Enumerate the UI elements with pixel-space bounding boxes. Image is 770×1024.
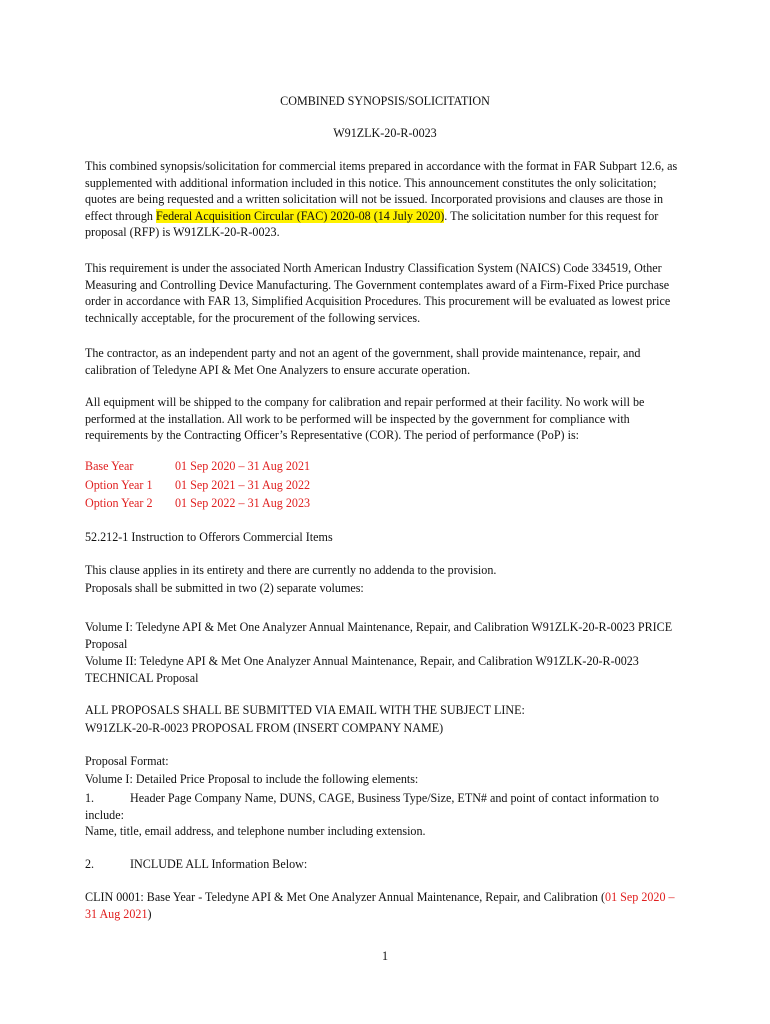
naics-paragraph: This requirement is under the associated North American Industry Classification System (NAICS) Code 334519, Other Measuring and Controlling Device Manufacturing. The Government contemplates award of a Firm-Fixed Price purchase order in accordance with FAR 13, Simplified Acquisition Procedures. This procurement will be evaluated as lowest price technically acceptable, for the procurement of the following services. (85, 261, 671, 325)
volume-1-line: Volume I: Teledyne API & Met One Analyzer Annual Maintenance, Repair, and Calibration W91ZLK-20-R-0023 PRICE Proposal (85, 620, 673, 651)
document-title: COMBINED SYNOPSIS/SOLICITATION (280, 94, 490, 108)
intro-text-end: . The solicitation number for this request for proposal (RFP) is W91ZLK-20-R-0023. (85, 208, 659, 239)
solicitation-number: W91ZLK-20-R-0023 (333, 126, 437, 140)
clause-title: 52.212-1 Instruction to Offerors Commercial Items (85, 530, 333, 544)
format-item-1 (85, 790, 685, 823)
period-row (85, 476, 685, 495)
proposal-format-title: Proposal Format: (85, 754, 169, 768)
item-text: Header Page Company Name, DUNS, CAGE, Business Type/Size, ETN# and point of contact information to include: (85, 791, 659, 822)
period-row (85, 494, 685, 513)
intro-paragraph (85, 158, 685, 241)
period-label: Option Year 1 (85, 477, 153, 492)
item-number: 2. (85, 857, 95, 871)
clin-0001 (85, 889, 685, 922)
clin-period: 01 Sep 2020 – 31 Aug 2021 (85, 890, 675, 921)
clause-line-1: This clause applies in its entirety and there are currently no addenda to the provision. (85, 563, 497, 577)
clin-text-end: ) (147, 906, 152, 921)
item-number: 1. (85, 791, 95, 805)
email-instruction: ALL PROPOSALS SHALL BE SUBMITTED VIA EMAIL WITH THE SUBJECT LINE: (85, 703, 525, 717)
volume-2-line: Volume II: Teledyne API & Met One Analyzer Annual Maintenance, Repair, and Calibration W91ZLK-20-R-0023 TECHNICAL Proposal (85, 654, 639, 685)
format-item-2 (85, 856, 685, 873)
period-row (85, 457, 685, 476)
equipment-paragraph: All equipment will be shipped to the company for calibration and repair performed at their facility. No work will be performed at the installation. All work to be performed will be inspected by the government for compliance with requirements by the Contracting Officer’s Representative (COR). The period of performance (PoP) is: (85, 395, 645, 442)
item-text: INCLUDE ALL Information Below: (130, 857, 308, 871)
period-of-performance-list (85, 457, 685, 513)
fac-highlight: Federal Acquisition Circular (FAC) 2020-08 (14 July 2020) (155, 208, 445, 223)
format-item-1-sub: Name, title, email address, and telephone number including extension. (85, 824, 426, 838)
period-label: Base Year (85, 459, 134, 473)
clin-text: CLIN 0001: Base Year - Teledyne API & Met One Analyzer Annual Maintenance, Repair, and Calibration ( (85, 890, 606, 904)
clause-line-2: Proposals shall be submitted in two (2) separate volumes: (85, 581, 364, 595)
period-range: 01 Sep 2021 – 31 Aug 2022 (175, 477, 311, 492)
page-number: 1 (381, 949, 389, 963)
contractor-paragraph: The contractor, as an independent party and not an agent of the government, shall provide maintenance, repair, and calibration of Teledyne API & Met One Analyzers to ensure accurate operation. (85, 346, 641, 377)
volume-1-format: Volume I: Detailed Price Proposal to include the following elements: (85, 772, 419, 786)
intro-text: This combined synopsis/solicitation for commercial items prepared in accordance with the format in FAR Subpart 12.6, as supplemented with additional information included in this notice. This announcement constitutes the only solicitation; quotes are being requested and a written solicitation will not be issued. Incorporated provisions and clauses are those in effect through (85, 159, 678, 223)
email-subject-line: W91ZLK-20-R-0023 PROPOSAL FROM (INSERT COMPANY NAME) (85, 721, 444, 735)
period-range: 01 Sep 2020 – 31 Aug 2021 (175, 459, 311, 473)
period-label: Option Year 2 (85, 496, 153, 510)
period-range: 01 Sep 2022 – 31 Aug 2023 (175, 496, 311, 510)
